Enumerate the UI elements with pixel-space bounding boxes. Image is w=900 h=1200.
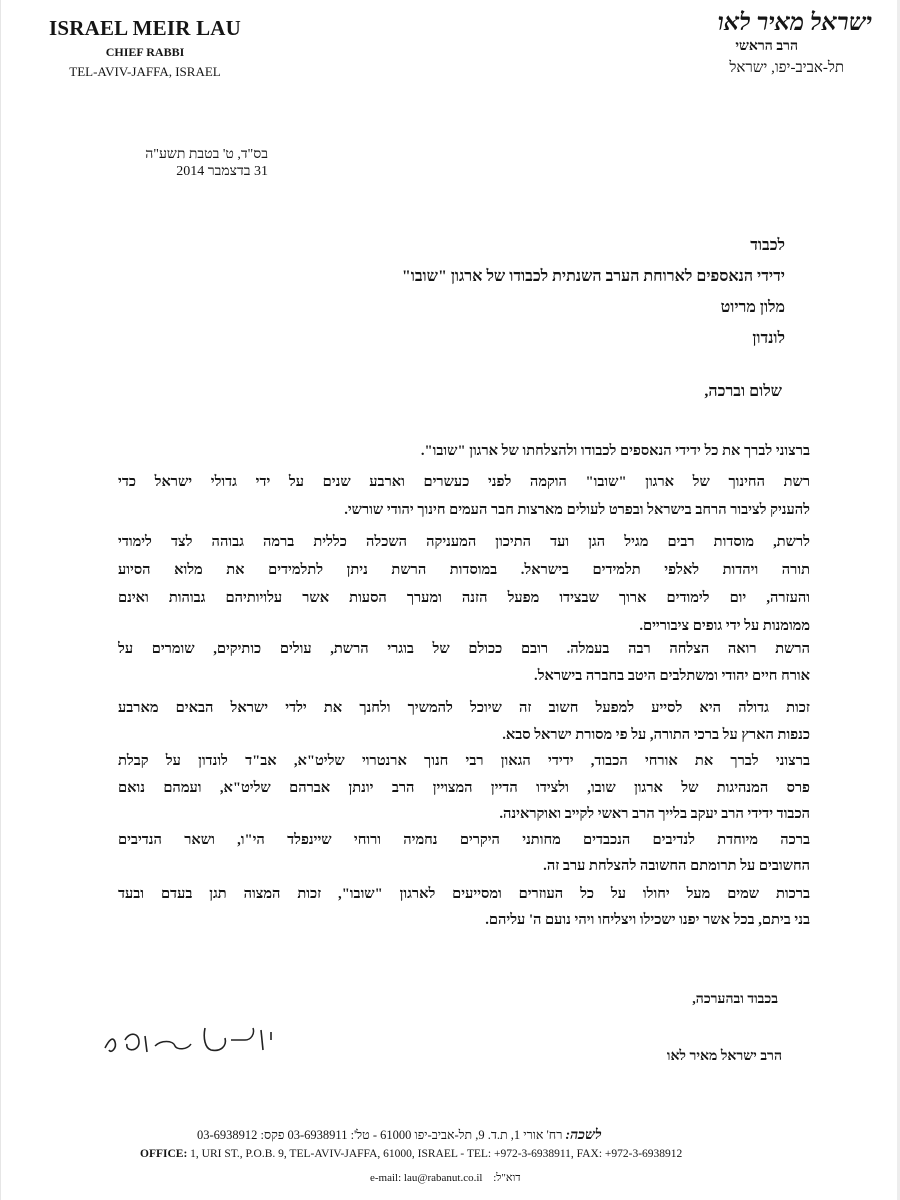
body-line: בני ביתם, בכל אשר יפנו ישכילו ויצליחו ויהי נועם ה' עליהם. bbox=[485, 912, 810, 928]
footer-office-text: 1, URI ST., P.O.B. 9, TEL-AVIV-JAFFA, 61000, ISRAEL - TEL: +972-3-6938911, FAX: +972-3-6938912 bbox=[190, 1148, 683, 1160]
greeting: שלום וברכה, bbox=[704, 383, 782, 400]
date-block bbox=[128, 146, 268, 180]
date-gregorian: 31 בדצמבר 2014 bbox=[176, 164, 268, 179]
letterhead-he-name: ישראל מאיר לאו bbox=[717, 10, 872, 36]
body-line: לרשת, מוסדות רבים מגיל הגן ועד התיכון המעניקה השכלה כללית ברמה גבוהה לצד לימודי bbox=[118, 534, 810, 550]
body-line: ברצוני לברך את אורחי הכבוד, ידידי הגאון רבי חנוך ארנטרוי שליט"א, אב"ד לונדון על קבלת bbox=[118, 753, 810, 769]
body-line: ברכות שמים מעל יחולו על כל העוזרים ומסייעים לארגון "שובו", זכות המצוה תגן בעדם ובעד bbox=[118, 886, 810, 902]
letterhead-en-name: ISRAEL MEIR LAU bbox=[48, 16, 242, 40]
body-line: כנפות הארץ על ברכי התורה, על פי מסורת ישראל סבא. bbox=[502, 727, 810, 743]
letterhead-he-title: הרב הראשי bbox=[735, 39, 798, 54]
body-line: הרשת רואה הצלחה רבה בעמלה. רובם ככולם של בוגרי הרשת, עולים כותיקים, שומרים על bbox=[118, 641, 810, 657]
letterhead-he-city: תל-אביב-יפו, ישראל bbox=[729, 60, 844, 76]
footer-he-label: לשכה: bbox=[565, 1128, 602, 1143]
body-line: ברכה מיוחדת לנדיבים הנכבדים מחותני היקרים נחמיה ורוחי שיינפלד הי"ו, ושאר הנדיבים bbox=[118, 832, 810, 848]
footer-email bbox=[370, 1172, 670, 1184]
footer-hebrew-address bbox=[197, 1128, 787, 1144]
body-line: אורח חיים יהודי ומשתלבים היטב בחברה בישראל. bbox=[534, 668, 810, 684]
handwritten-signature bbox=[95, 1010, 285, 1070]
body-line: רשת החינוך של ארגון "שובו" הוקמה לפני כעשרים וארבע שנים על ידי גדולי ישראל כדי bbox=[118, 474, 810, 490]
footer-email-he: דוא"ל: bbox=[493, 1172, 521, 1184]
footer-he-text: רח' אורי 1, ת.ד. 9, תל-אביב-יפו 61000 - טל': 03-6938911 פקס: 03-6938912 bbox=[197, 1128, 563, 1142]
body-line: ממומנות על ידי גופים ציבוריים. bbox=[639, 618, 810, 634]
address-to: לכבוד bbox=[750, 237, 785, 254]
footer-office-address bbox=[140, 1148, 780, 1160]
closing-regards: בכבוד ובהערכה, bbox=[692, 992, 778, 1007]
body-line: זכות גדולה היא לסייע למפעל חשוב זה שיוכל להמשיך ולחנך את ילדי ישראל הבאים מארבע bbox=[118, 700, 810, 716]
body-line: החשובים על תרומתם החשובה להצלחת ערב זה. bbox=[543, 858, 810, 874]
body-line: והעזרה, יום לימודים ארוך שבצידו מפעל הזנה ומערך הסעות אשר עלויותיהם גבוהות ואינם bbox=[118, 590, 810, 606]
body-line: תורה ויהדות לאלפי תלמידים בישראל. במוסדות הרשת ניתן לתלמידים את מלוא הסיוע bbox=[118, 562, 810, 578]
body-line: פרס המנהיגות של ארגון שובו, ולצידו הדיין המצויין הרב יונתן אברהם שליט"א, ועמהם נואם bbox=[118, 780, 810, 796]
footer-email-text: e-mail: lau@rabanut.co.il bbox=[370, 1172, 483, 1184]
body-line: הכבוד ידידי הרב יעקב בלייך הרב ראשי לקייב ואוקראינה. bbox=[499, 806, 810, 822]
letterhead-en-city: TEL-AVIV-JAFFA, ISRAEL bbox=[69, 64, 221, 79]
footer-office-label: OFFICE: bbox=[140, 1148, 188, 1160]
letterhead-hebrew bbox=[632, 8, 872, 78]
letterhead-en-title: CHIEF RABBI bbox=[105, 45, 185, 59]
signer-name: הרב ישראל מאיר לאו bbox=[666, 1049, 782, 1064]
letterhead-english bbox=[40, 16, 250, 80]
page-edge-left bbox=[0, 0, 1, 1200]
address-line-2: מלון מריוט bbox=[720, 299, 785, 316]
address-line-3: לונדון bbox=[752, 330, 785, 347]
recipient-address bbox=[225, 233, 785, 357]
body-line: להעניק לציבור הרחב בישראל ובפרט לעולים מארצות חבר העמים חינוך יהודי שורשי. bbox=[344, 502, 810, 518]
date-hebrew: בס"ד, ט' בטבת תשע"ה bbox=[145, 147, 268, 162]
body-line: ברצוני לברך את כל ידידי הנאספים לכבודו ולהצלחתו של ארגון "שובו". bbox=[420, 443, 810, 459]
address-line-1: ידידי הנאספים לארוחת הערב השנתית לכבודו של ארגון "שובו" bbox=[401, 268, 785, 285]
